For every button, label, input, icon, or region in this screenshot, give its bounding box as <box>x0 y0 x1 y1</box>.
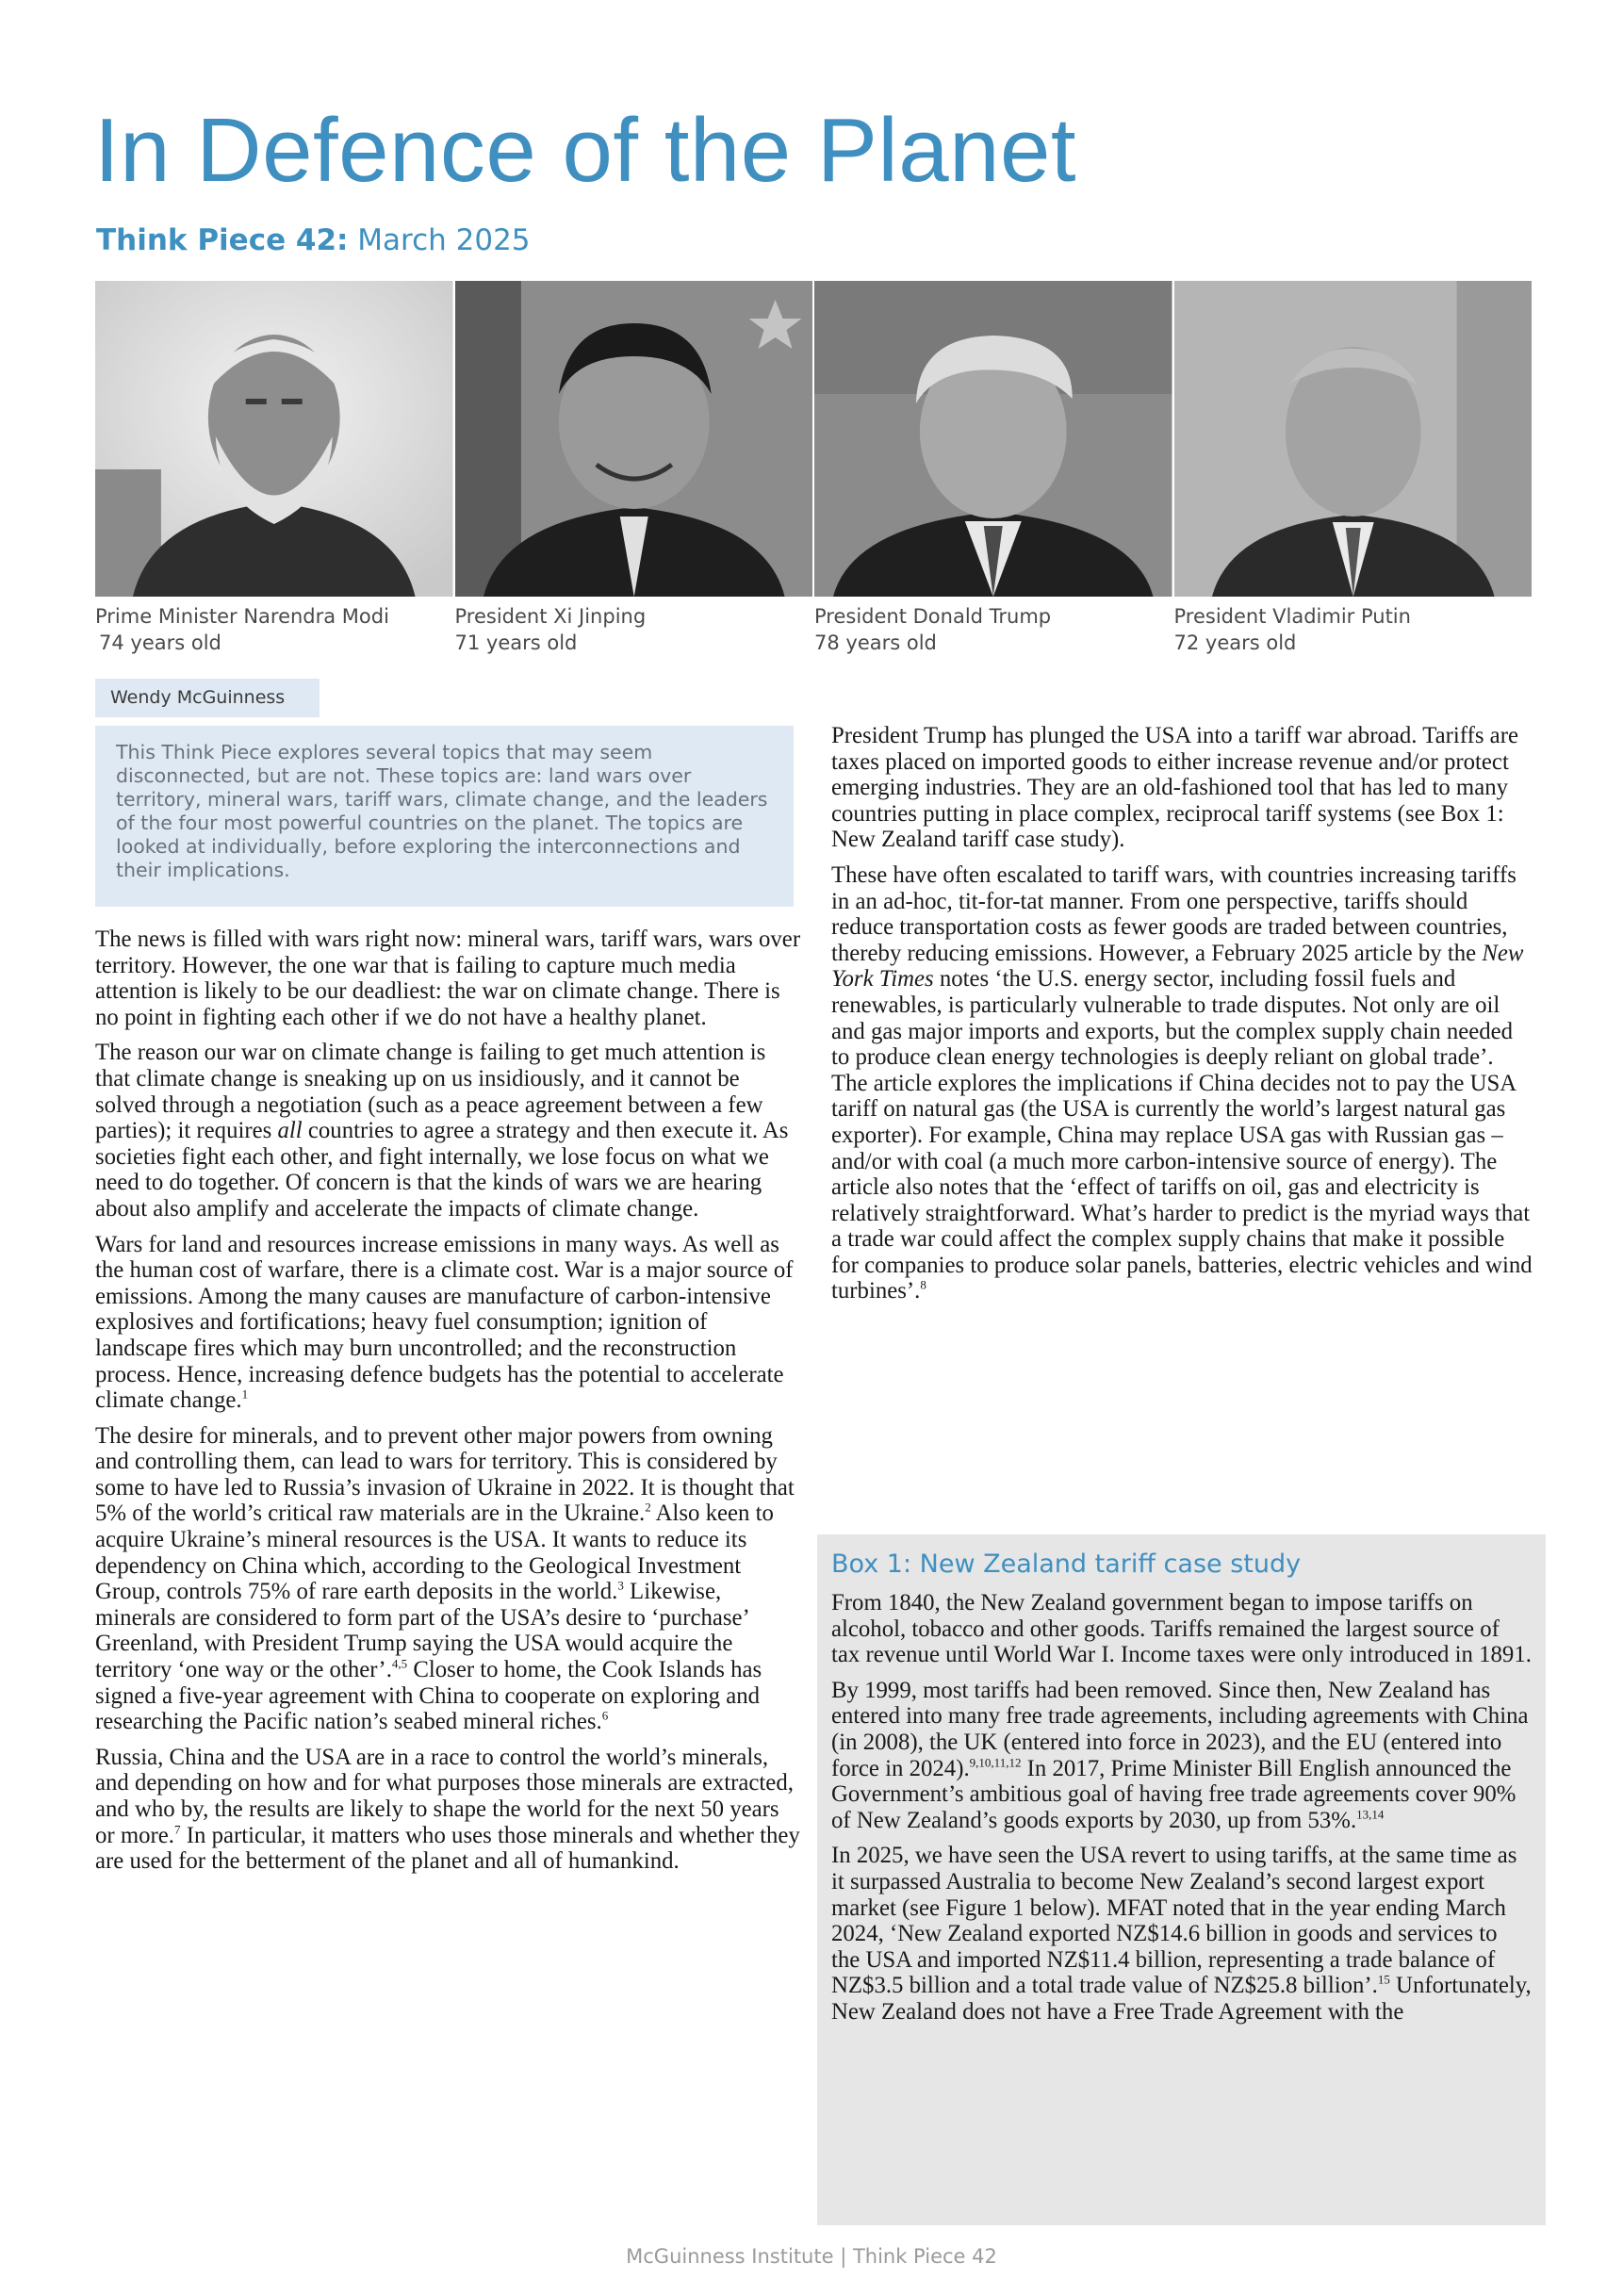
footnote-ref[interactable]: 15 <box>1377 1973 1390 1988</box>
footnote-ref[interactable]: 3 <box>617 1578 624 1593</box>
paragraph: From 1840, the New Zealand government began to impose tariffs on alcohol, tobacco and other goods. Tariffs remained the largest source of tax revenue until World War I. Income taxes were only introduced in 1891. <box>831 1590 1532 1668</box>
page-footer: McGuinness Institute | Think Piece 42 <box>626 2245 997 2268</box>
paragraph: The reason our war on climate change is failing to get much attention is that climate change is sneaking up on us insidiously, and it cannot be solved through a negotiation (such as a peace agreement between a few parties); it requires all countries to agree a strategy and then execute it. As societies fight each other, and fight internally, we lose focus on what we need to do together. Of concern is that the kinds of wars we are hearing about also amplify and accelerate the impacts of climate change. <box>95 1040 789 1222</box>
leader-name: President Donald Trump <box>814 605 1052 628</box>
author-tag: Wendy McGuinness <box>95 679 320 717</box>
footnote-ref[interactable]: 6 <box>601 1708 609 1723</box>
leader-name: Prime Minister Narendra Modi <box>95 605 389 628</box>
paragraph: The desire for minerals, and to prevent other major powers from owning and controlling them, can lead to wars for territory. This is considered by some to have led to Russia’s invasion of Ukraine in 2022. It is thought that 5% of the world’s critical raw materials are in the Ukraine.$^2$ Also keen to acquire Ukraine’s mineral resources is the USA. It wants to reduce its dependency on China which, according to the Geological Investment Group, controls 75% of rare earth deposits in the world.$^3$ Likewise, minerals are considered to form part of the USA’s desire to ‘purchase’ Greenland, with President Trump saying the USA would acquire the territory ‘one way or the other’.$^{4,5}$ Closer to home, the Cook Islands has signed a five-year agreement with China to cooperate on exploring and researching the Pacific nation’s seabed mineral riches.$^6$ <box>95 1422 795 1735</box>
leader-captions <box>95 603 1532 656</box>
photo-putin <box>1174 281 1533 597</box>
page-title: In Defence of the Planet <box>94 100 1077 201</box>
footnote-ref[interactable]: 13,14 <box>1356 1807 1385 1822</box>
paragraph: The news is filled with wars right now: mineral wars, tariff wars, wars over territory. However, the one war that is failing to capture much media attention is likely to be our deadliest: the war on climate change. There is no point in fighting each other if we do not have a healthy planet. <box>95 927 801 1030</box>
paragraph: By 1999, most tariffs had been removed. Since then, New Zealand has entered into many free trade agreements, including agreements with China (in 2008), the UK (entered into force in 2023), and the EU (entered into force in 2024).$^{9,10,11,12}$ In 2017, Prime Minister Bill English announced the Government’s ambitious goal of having free trade agreements cover 90% of New Zealand’s goods exports by 2030, up from 53%.$^{13,14}$ <box>831 1677 1529 1833</box>
leader-age: 78 years old <box>814 631 937 654</box>
caption-trump <box>814 603 1172 656</box>
leader-photos <box>95 281 1532 597</box>
right-column <box>831 723 1533 1314</box>
left-column <box>95 927 802 1884</box>
paragraph: In 2025, we have seen the USA revert to using tariffs, at the same time as it surpassed Australia to become New Zealand’s second largest export market (see Figure 1 below). MFAT noted that in the year ending March 2024, ‘New Zealand exported NZ$14.6 billion in goods and services to the USA and imported NZ$11.4 billion, representing a trade balance of NZ$3.5 billion and a total trade value of NZ$25.8 billion’.$^{15}$ Unfortunately, New Zealand does not have a Free Trade Agreement with the <box>831 1843 1532 2025</box>
page-subtitle <box>96 223 531 257</box>
photo-trump <box>814 281 1172 597</box>
publication-date: March 2025 <box>357 223 531 257</box>
leader-age: 72 years old <box>1173 631 1297 654</box>
footnote-ref[interactable]: 8 <box>920 1278 926 1293</box>
leader-name: President Vladimir Putin <box>1173 605 1411 628</box>
photo-modi <box>95 281 453 597</box>
footnote-ref[interactable]: 9,10,11,12 <box>969 1755 1022 1770</box>
paragraph: Russia, China and the USA are in a race to control the world’s minerals, and depending on how and for what purposes those minerals are extracted, and who by, the results are likely to shape the world for the next 50 years or more.$^7$ In particular, it matters who uses those minerals and whether they are used for the betterment of the planet and all of humankind. <box>95 1744 800 1875</box>
paragraph: Wars for land and resources increase emissions in many ways. As well as the human cost of warfare, there is a climate cost. War is a major source of emissions. Among the many causes are manufacture of carbon-intensive explosives and fortifications; heavy fuel consumption; ignition of landscape fires which may burn uncontrolled; and the reconstruction process. Hence, increasing defence budgets has the potential to accelerate climate change.$^1$ <box>95 1231 794 1414</box>
caption-putin <box>1174 603 1533 656</box>
footnote-ref[interactable]: 7 <box>174 1822 181 1837</box>
footnote-ref[interactable]: 1 <box>241 1386 249 1402</box>
paragraph: President Trump has plunged the USA into a tariff war abroad. Tariffs are taxes placed on imported goods to either increase revenue and/or protect emerging industries. They are an old-fashioned tool that has led to many countries putting in place complex, reciprocal tariff systems (see Box 1: New Zealand tariff case study). <box>831 723 1518 853</box>
abstract-box: This Think Piece explores several topics that may seem disconnected, but are not. These topics are: land wars over territory, mineral wars, tariff wars, climate change, and the leaders of the four most powerful countries on the planet. The topics are looked at individually, before exploring the interconnections and their implications. <box>95 726 794 907</box>
caption-xi <box>455 603 813 656</box>
footnote-ref[interactable]: 2 <box>645 1501 651 1516</box>
case-study-box <box>817 1534 1546 2225</box>
leader-age: 71 years old <box>454 631 578 654</box>
series-label: Think Piece 42: <box>96 223 349 257</box>
leader-age: 74 years old <box>99 631 221 654</box>
leader-name: President Xi Jinping <box>454 605 647 628</box>
photo-xi <box>455 281 813 597</box>
caption-modi <box>95 603 453 656</box>
paragraph: These have often escalated to tariff wars, with countries increasing tariffs in an ad-hoc, tit-for-tat manner. From one perspective, tariffs should reduce transportation costs as fewer goods are traded between countries, thereby reducing emissions. However, a February 2025 article by the New York Times notes ‘the U.S. energy sector, including fossil fuels and renewables, is particularly vulnerable to trade disputes. Not only are oil and gas major imports and exports, but the complex supply chain needed to produce clean energy technologies is deeply reliant on global trade’. The article explores the implications if China decides not to pay the USA tariff on natural gas (the USA is currently the world’s largest natural gas exporter). For example, China may replace USA gas with Russian gas – and/or with coal (a much more carbon-intensive source of energy). The article also notes that the ‘effect of tariffs on oil, gas and electricity is relatively straightforward. What’s harder to predict is the myriad ways that a trade war could affect the complex supply chains that make it possible for companies to produce solar panels, batteries, electric vehicles and wind turbines’.$^8$ <box>831 861 1533 1304</box>
box-title: Box 1: New Zealand tariff case study <box>831 1550 1302 1579</box>
footnote-ref[interactable]: 4,5 <box>391 1656 408 1671</box>
